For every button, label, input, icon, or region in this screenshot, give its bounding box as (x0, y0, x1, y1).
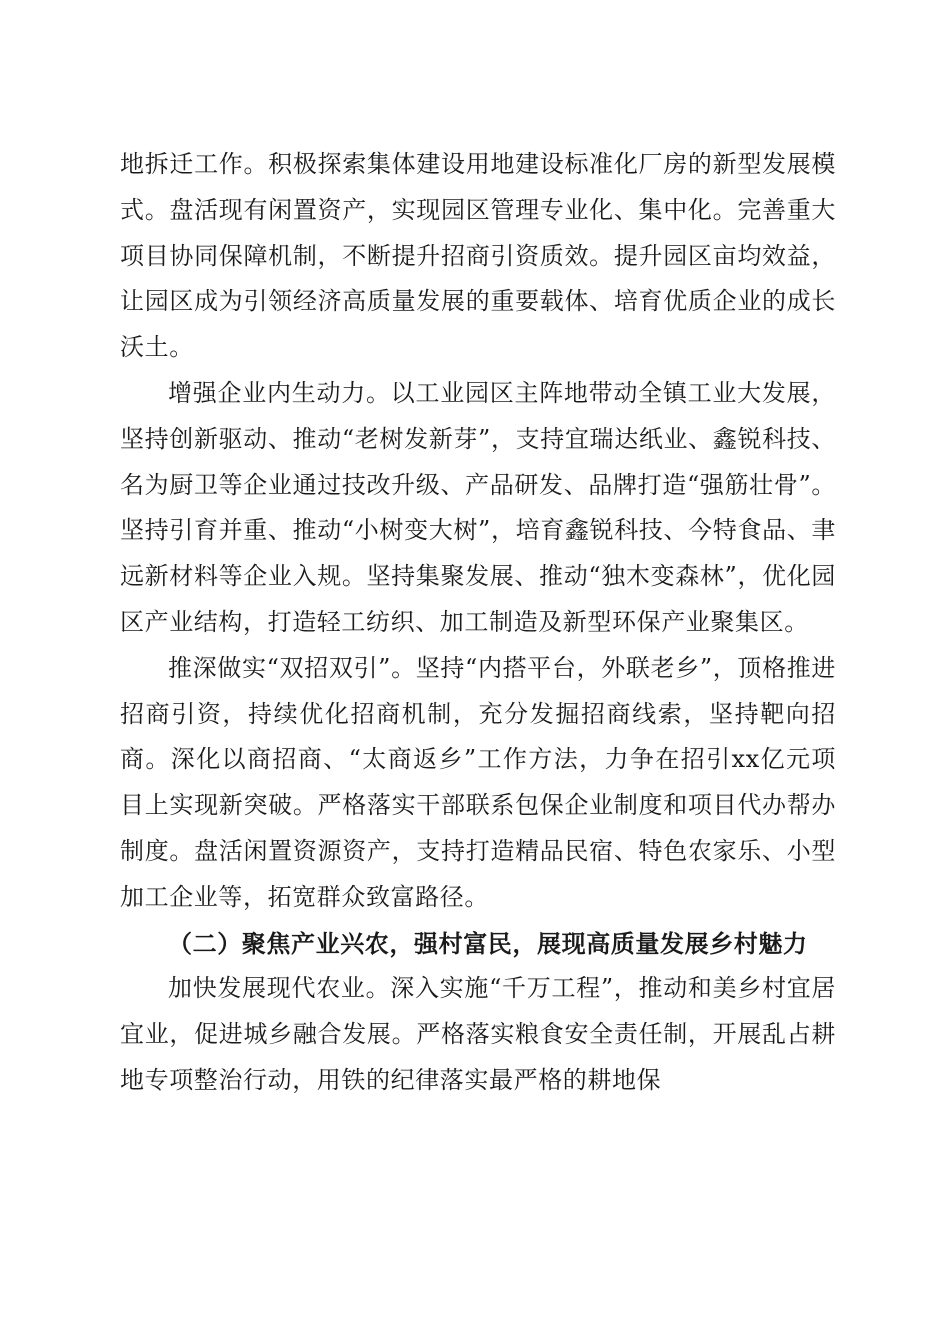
section-heading-rural: （二）聚焦产业兴农，强村富民，展现高质量发展乡村魅力 (168, 928, 808, 958)
paragraph-investment-promotion: 推深做实“双招双引”。坚持“内搭平台，外联老乡”，顶格推进招商引资，持续优化招商机制，充分发掘招商线索，坚持靶向招商。深化以商招商、“太商返乡”工作方法，力争在招引xx亿元项目上实现新突破。严格落实干部联系包保企业制度和项目代办帮办制度。盘活闲置资源资产，支持打造精品民宿、特色农家乐、小型加工企业等，拓宽群众致富路径。 (120, 653, 836, 911)
paragraph-modern-agriculture: 加快发展现代农业。深入实施“千万工程”，推动和美乡村宜居宜业，促进城乡融合发展。严格落实粮食安全责任制，开展乱占耕地专项整治行动，用铁的纪律落实最严格的耕地保 (120, 974, 836, 1094)
paragraph-enterprise-momentum: 增强企业内生动力。以工业园区主阵地带动全镇工业大发展，坚持创新驱动、推动“老树发新芽”，支持宜瑞达纸业、鑫锐科技、名为厨卫等企业通过技改升级、产品研发、品牌打造“强筋壮骨”。坚持引育并重、推动“小树变大树”，培育鑫锐科技、今特食品、聿远新材料等企业入规。坚持集聚发展、推动“独木变森林”，优化园区产业结构，打造轻工纺织、加工制造及新型环保产业聚集区。 (120, 378, 836, 636)
paragraph-continuation: 地拆迁工作。积极探索集体建设用地建设标准化厂房的新型发展模式。盘活现有闲置资产，实现园区管理专业化、集中化。完善重大项目协同保障机制，不断提升招商引资质效。提升园区亩均效益，让园区成为引领经济高质量发展的重要载体、培育优质企业的成长沃土。 (120, 150, 836, 362)
document-body (120, 142, 836, 1104)
